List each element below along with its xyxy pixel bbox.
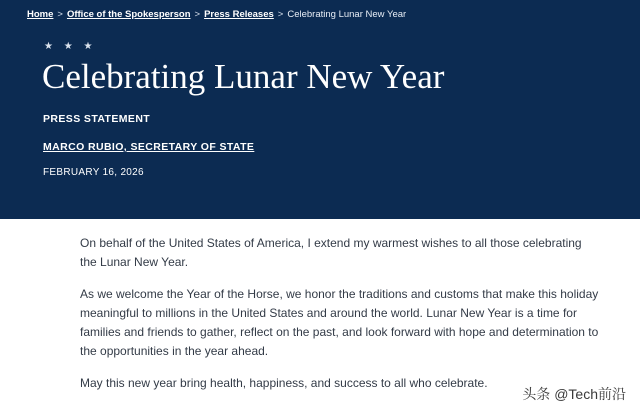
watermark: 头条 @Tech前沿 (522, 386, 626, 402)
paragraph: On behalf of the United States of America, I extend my warmest wishes to all those celebrating the Lunar New Year. (80, 236, 582, 269)
breadcrumb-current: Celebrating Lunar New Year (287, 9, 407, 20)
breadcrumb-separator: > (277, 9, 284, 20)
statement-type-label: PRESS STATEMENT (43, 113, 151, 125)
breadcrumb-separator: > (194, 9, 201, 20)
publish-date: FEBRUARY 16, 2026 (43, 167, 144, 178)
breadcrumb-separator: > (57, 9, 63, 20)
article-body (80, 234, 600, 406)
breadcrumb-home-link[interactable]: Home (27, 9, 54, 20)
breadcrumb (27, 9, 406, 20)
author-link[interactable]: MARCO RUBIO, SECRETARY OF STATE (43, 141, 255, 153)
page-title: Celebrating Lunar New Year (42, 57, 445, 96)
paragraph: As we welcome the Year of the Horse, we honor the traditions and customs that make this holiday meaningful to millions in the United States and around the world. Lunar New Year is a time for families and friends to gather, reflect on the past, and look forward with hope and determination to the opportunities in the year ahead. (80, 287, 599, 358)
paragraph: May this new year bring health, happiness, and success to all who celebrate. (80, 376, 488, 390)
stars-decoration-icon: ★ ★ ★ (44, 41, 97, 52)
breadcrumb-spokesperson-link[interactable]: Office of the Spokesperson (66, 9, 191, 20)
breadcrumb-press-releases-link[interactable]: Press Releases (204, 9, 274, 20)
